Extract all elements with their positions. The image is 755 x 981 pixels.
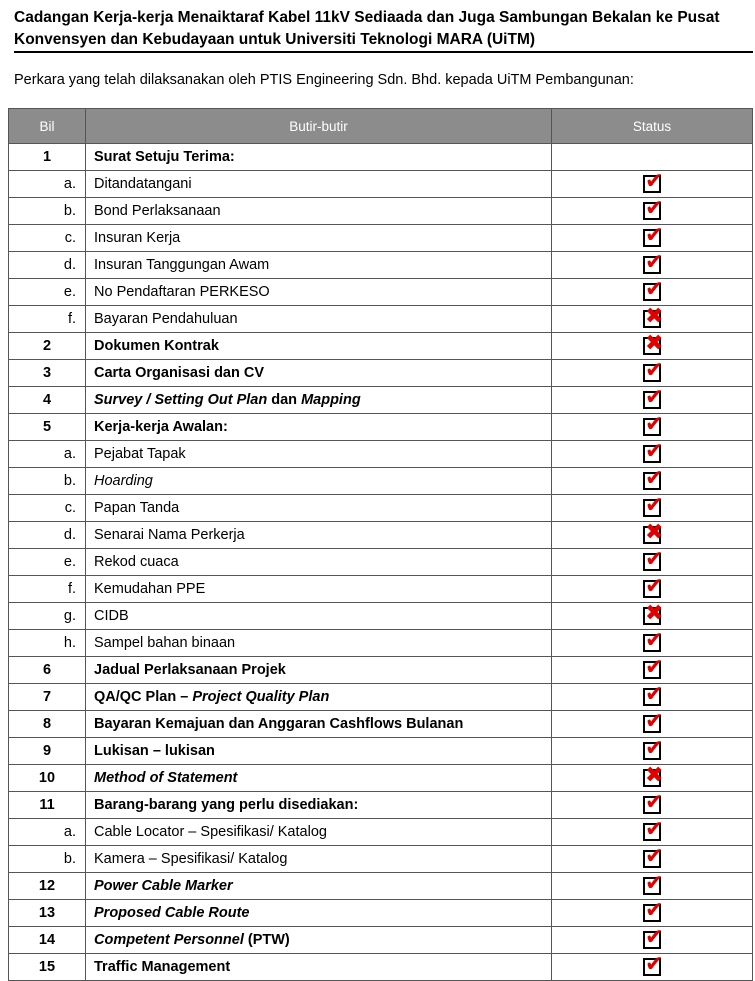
status-table <box>8 108 753 981</box>
row-status <box>552 789 753 819</box>
row-status <box>552 222 753 252</box>
row-number: f. <box>9 306 86 333</box>
row-status <box>552 303 753 333</box>
status-checkbox <box>643 600 664 626</box>
table-row <box>9 495 753 522</box>
description-text: Sampel bahan binaan <box>94 635 236 651</box>
row-status <box>552 627 753 657</box>
row-number: 11 <box>9 792 86 819</box>
status-checkbox <box>643 654 664 680</box>
table-row <box>9 576 753 603</box>
description-text: Bond Perlaksanaan <box>94 203 221 219</box>
intro-text: Perkara yang telah dilaksanakan oleh PTIS Engineering Sdn. Bhd. kepada UiTM Pembangunan: <box>14 72 634 88</box>
status-checkbox <box>643 816 664 842</box>
row-status <box>552 681 753 711</box>
row-number: e. <box>9 549 86 576</box>
row-status <box>552 708 753 738</box>
row-status <box>552 897 753 927</box>
description-text: Dokumen Kontrak <box>94 338 219 354</box>
status-checkbox <box>643 303 664 329</box>
check-icon: ✔ <box>645 222 664 248</box>
status-checkbox <box>643 330 664 356</box>
check-icon: ✔ <box>645 843 664 869</box>
description-text: Mapping <box>301 392 361 408</box>
header-status: Status <box>552 109 753 144</box>
row-number: 10 <box>9 765 86 792</box>
description-text: Kemudahan PPE <box>94 581 206 597</box>
row-description <box>86 225 552 252</box>
row-status <box>552 276 753 306</box>
status-checkbox <box>643 168 664 194</box>
cross-icon: ✖ <box>645 600 664 626</box>
description-text: Survey / Setting Out Plan <box>94 392 268 408</box>
row-status <box>552 168 753 198</box>
row-description <box>86 684 552 711</box>
check-icon: ✔ <box>645 789 664 815</box>
check-icon: ✔ <box>645 654 664 680</box>
check-icon: ✔ <box>645 195 664 221</box>
row-status <box>552 951 753 981</box>
row-status <box>552 384 753 414</box>
row-description <box>86 873 552 900</box>
description-text: Competent Personnel <box>94 932 244 948</box>
row-number: c. <box>9 495 86 522</box>
row-number: 2 <box>9 333 86 360</box>
table-row <box>9 306 753 333</box>
table-row <box>9 684 753 711</box>
row-number: b. <box>9 468 86 495</box>
row-description <box>86 252 552 279</box>
status-checkbox <box>643 870 664 896</box>
row-number: g. <box>9 603 86 630</box>
description-text: Carta Organisasi dan CV <box>94 365 265 381</box>
table-row <box>9 900 753 927</box>
table-row <box>9 252 753 279</box>
cross-icon: ✖ <box>645 303 664 329</box>
status-checkbox <box>643 465 664 491</box>
status-checkbox <box>643 708 664 734</box>
status-checkbox <box>643 276 664 302</box>
status-checkbox <box>643 573 664 599</box>
row-number: d. <box>9 252 86 279</box>
check-icon: ✔ <box>645 816 664 842</box>
description-text: dan <box>267 392 302 408</box>
table-row <box>9 765 753 792</box>
row-number: 9 <box>9 738 86 765</box>
row-number: 15 <box>9 954 86 981</box>
row-number: c. <box>9 225 86 252</box>
status-checkbox <box>643 438 664 464</box>
description-text: Lukisan – lukisan <box>94 743 215 759</box>
row-description <box>86 657 552 684</box>
status-checkbox <box>643 789 664 815</box>
table-row <box>9 954 753 981</box>
check-icon: ✔ <box>645 438 664 464</box>
row-description <box>86 414 552 441</box>
table-row <box>9 333 753 360</box>
header-bil: Bil <box>9 109 86 144</box>
row-number: 12 <box>9 873 86 900</box>
description-text: Insuran Tanggungan Awam <box>94 257 270 273</box>
row-description <box>86 333 552 360</box>
status-checkbox <box>643 195 664 221</box>
row-number: 13 <box>9 900 86 927</box>
status-checkbox <box>643 249 664 275</box>
row-number: 4 <box>9 387 86 414</box>
check-icon: ✔ <box>645 951 664 977</box>
row-status <box>552 600 753 630</box>
check-icon: ✔ <box>645 546 664 572</box>
status-checkbox <box>643 924 664 950</box>
description-text: Surat Setuju Terima: <box>94 149 235 165</box>
document-title: Cadangan Kerja-kerja Menaiktaraf Kabel 11kV Sediaada dan Juga Sambungan Bekalan ke Pusat Konvensyen dan Kebudayaan untuk Universiti Teknologi MARA (UiTM) <box>14 9 720 48</box>
check-icon: ✔ <box>645 492 664 518</box>
row-status <box>552 144 753 171</box>
row-status <box>552 465 753 495</box>
status-checkbox <box>643 627 664 653</box>
row-description <box>86 171 552 198</box>
status-checkbox <box>643 357 664 383</box>
description-text: Traffic Management <box>94 959 231 975</box>
row-description <box>86 549 552 576</box>
description-text: Cable Locator – Spesifikasi/ Katalog <box>94 824 327 840</box>
check-icon: ✔ <box>645 249 664 275</box>
row-status <box>552 735 753 765</box>
row-number: e. <box>9 279 86 306</box>
row-description <box>86 495 552 522</box>
description-text: No Pendaftaran PERKESO <box>94 284 270 300</box>
row-description <box>86 630 552 657</box>
check-icon: ✔ <box>645 924 664 950</box>
status-checkbox <box>643 897 664 923</box>
table-row <box>9 819 753 846</box>
row-description <box>86 792 552 819</box>
table-row <box>9 846 753 873</box>
row-description <box>86 954 552 981</box>
description-text: Power Cable Marker <box>94 878 233 894</box>
description-text: Bayaran Pendahuluan <box>94 311 238 327</box>
description-text: Jadual Perlaksanaan Projek <box>94 662 286 678</box>
cross-icon: ✖ <box>645 330 664 356</box>
row-number: a. <box>9 819 86 846</box>
row-description <box>86 900 552 927</box>
status-checkbox <box>643 843 664 869</box>
check-icon: ✔ <box>645 276 664 302</box>
status-checkbox <box>643 681 664 707</box>
row-description <box>86 603 552 630</box>
table-row <box>9 198 753 225</box>
check-icon: ✔ <box>645 357 664 383</box>
row-description <box>86 711 552 738</box>
description-text: Barang-barang yang perlu disediakan: <box>94 797 359 813</box>
table-row <box>9 387 753 414</box>
row-description <box>86 279 552 306</box>
status-checkbox <box>643 222 664 248</box>
row-description <box>86 927 552 954</box>
row-number: a. <box>9 441 86 468</box>
table-row <box>9 360 753 387</box>
table-row <box>9 468 753 495</box>
check-icon: ✔ <box>645 411 664 437</box>
row-description <box>86 576 552 603</box>
description-text: Bayaran Kemajuan dan Anggaran Cashflows Bulanan <box>94 716 464 732</box>
row-number: 1 <box>9 144 86 171</box>
cross-icon: ✖ <box>645 519 664 545</box>
row-description <box>86 522 552 549</box>
table-row <box>9 657 753 684</box>
row-status <box>552 654 753 684</box>
table-row <box>9 792 753 819</box>
check-icon: ✔ <box>645 708 664 734</box>
table-row <box>9 549 753 576</box>
check-icon: ✔ <box>645 870 664 896</box>
row-number: b. <box>9 846 86 873</box>
check-icon: ✔ <box>645 465 664 491</box>
row-status <box>552 573 753 603</box>
row-description <box>86 387 552 414</box>
description-text: CIDB <box>94 608 129 624</box>
header-butir: Butir-butir <box>86 109 552 144</box>
row-number: 6 <box>9 657 86 684</box>
row-status <box>552 330 753 360</box>
row-status <box>552 843 753 873</box>
status-checkbox <box>643 762 664 788</box>
status-checkbox <box>643 384 664 410</box>
check-icon: ✔ <box>645 897 664 923</box>
row-description <box>86 144 552 171</box>
description-text: Project Quality Plan <box>192 689 330 705</box>
status-checkbox <box>643 546 664 572</box>
row-description <box>86 819 552 846</box>
row-description <box>86 306 552 333</box>
row-number: 5 <box>9 414 86 441</box>
row-status <box>552 492 753 522</box>
row-status <box>552 762 753 792</box>
table-row <box>9 225 753 252</box>
status-checkbox <box>643 519 664 545</box>
table-row <box>9 603 753 630</box>
row-status <box>552 249 753 279</box>
table-row <box>9 522 753 549</box>
description-text: Ditandatangani <box>94 176 192 192</box>
cross-icon: ✖ <box>645 762 664 788</box>
table-row <box>9 414 753 441</box>
check-icon: ✔ <box>645 627 664 653</box>
row-description <box>86 441 552 468</box>
title-divider <box>14 51 753 53</box>
table-row <box>9 873 753 900</box>
row-status <box>552 438 753 468</box>
description-text: Senarai Nama Perkerja <box>94 527 245 543</box>
row-number: f. <box>9 576 86 603</box>
description-text: Proposed Cable Route <box>94 905 250 921</box>
row-status <box>552 870 753 900</box>
status-checkbox <box>643 492 664 518</box>
row-description <box>86 468 552 495</box>
check-icon: ✔ <box>645 735 664 761</box>
row-number: 3 <box>9 360 86 387</box>
row-number: 8 <box>9 711 86 738</box>
table-row <box>9 927 753 954</box>
table-row <box>9 171 753 198</box>
check-icon: ✔ <box>645 681 664 707</box>
table-row <box>9 738 753 765</box>
row-status <box>552 519 753 549</box>
row-number: h. <box>9 630 86 657</box>
row-number: 14 <box>9 927 86 954</box>
table-row <box>9 711 753 738</box>
status-checkbox <box>643 951 664 977</box>
status-checkbox <box>643 735 664 761</box>
description-text: Rekod cuaca <box>94 554 179 570</box>
status-checkbox <box>643 411 664 437</box>
row-number: b. <box>9 198 86 225</box>
table-row <box>9 279 753 306</box>
description-text: Insuran Kerja <box>94 230 181 246</box>
row-status <box>552 411 753 441</box>
row-description <box>86 765 552 792</box>
row-number: a. <box>9 171 86 198</box>
row-description <box>86 360 552 387</box>
check-icon: ✔ <box>645 384 664 410</box>
description-text: Pejabat Tapak <box>94 446 186 462</box>
table-row <box>9 441 753 468</box>
check-icon: ✔ <box>645 168 664 194</box>
row-number: d. <box>9 522 86 549</box>
row-status <box>552 357 753 387</box>
table-header-row <box>9 109 753 144</box>
description-text: Kamera – Spesifikasi/ Katalog <box>94 851 288 867</box>
row-number: 7 <box>9 684 86 711</box>
description-text: Kerja-kerja Awalan: <box>94 419 228 435</box>
description-text: Papan Tanda <box>94 500 180 516</box>
check-icon: ✔ <box>645 573 664 599</box>
description-text: Method of Statement <box>94 770 238 786</box>
table-row <box>9 144 753 171</box>
row-description <box>86 846 552 873</box>
row-status <box>552 195 753 225</box>
description-text: Hoarding <box>94 473 153 489</box>
row-status <box>552 546 753 576</box>
row-description <box>86 198 552 225</box>
row-description <box>86 738 552 765</box>
description-text: (PTW) <box>243 932 290 948</box>
description-text: QA/QC Plan – <box>94 689 193 705</box>
row-status <box>552 924 753 954</box>
table-row <box>9 630 753 657</box>
row-status <box>552 816 753 846</box>
